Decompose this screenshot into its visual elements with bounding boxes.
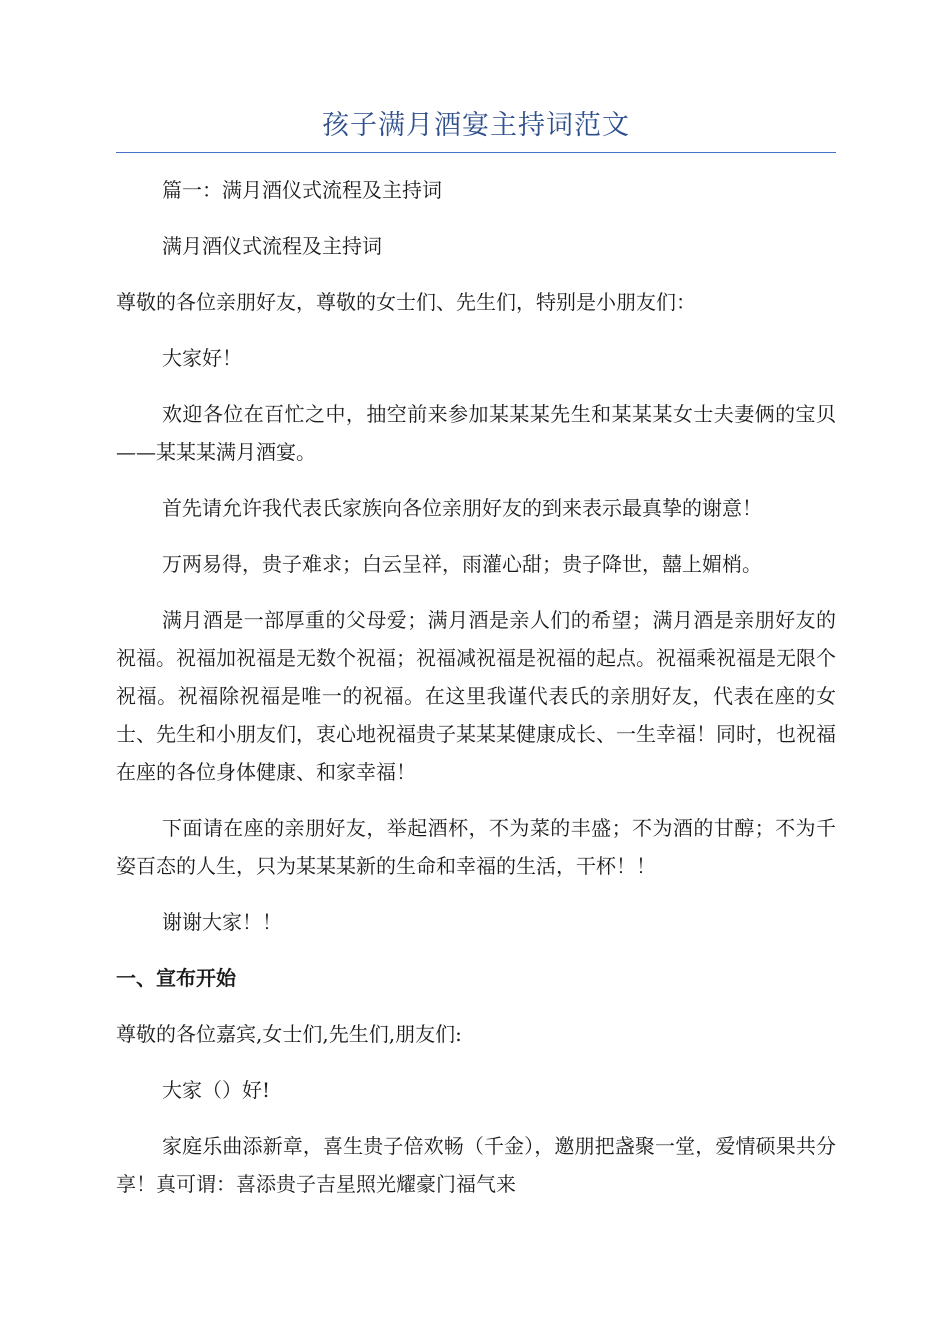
- document-title: 孩子满月酒宴主持词范文: [116, 108, 836, 153]
- paragraph-blessings: 满月酒是一部厚重的父母爱；满月酒是亲人们的希望；满月酒是亲朋好友的祝福。祝福加祝福是无数个祝福；祝福减祝福是祝福的起点。祝福乘祝福是无限个祝福。祝福除祝福是唯一的祝福。在这里我谨代表氏的亲朋好友，代表在座的女士、先生和小朋友们，衷心地祝福贵子某某某健康成长、一生幸福！同时，也祝福在座的各位身体健康、和家幸福！: [116, 608, 836, 784]
- paragraph-subtitle: 满月酒仪式流程及主持词: [162, 234, 382, 258]
- section-heading-start: 一、宣布开始: [116, 966, 236, 990]
- paragraph-thank-all: 谢谢大家！！: [162, 910, 282, 934]
- paragraph-section-label: 篇一：满月酒仪式流程及主持词: [162, 178, 442, 202]
- paragraph-family-joy: 家庭乐曲添新章，喜生贵子倍欢畅（千金），邀朋把盏聚一堂，爱情硕果共分享！真可谓：喜添贵子吉星照光耀豪门福气来: [116, 1134, 836, 1196]
- paragraph-thanks: 首先请允许我代表氏家族向各位亲朋好友的到来表示最真挚的谢意！: [162, 496, 762, 520]
- paragraph-salutation: 尊敬的各位亲朋好友，尊敬的女士们、先生们，特别是小朋友们：: [116, 290, 696, 314]
- paragraph-salutation-2: 尊敬的各位嘉宾,女士们,先生们,朋友们:: [116, 1022, 462, 1046]
- paragraph-welcome: 欢迎各位在百忙之中，抽空前来参加某某某先生和某某某女士夫妻俩的宝贝——某某某满月酒宴。: [116, 402, 836, 464]
- paragraph-greeting-2: 大家（）好!: [162, 1078, 271, 1102]
- document-page: [116, 108, 836, 1203]
- paragraph-greeting: 大家好！: [162, 346, 242, 370]
- paragraph-blessing-verse: 万两易得，贵子难求；白云呈祥，雨灌心甜；贵子降世，囍上媚梢。: [162, 552, 762, 576]
- paragraph-toast: 下面请在座的亲朋好友，举起酒杯，不为菜的丰盛；不为酒的甘醇；不为千姿百态的人生，只为某某某新的生命和幸福的生活，干杯！！: [116, 816, 836, 878]
